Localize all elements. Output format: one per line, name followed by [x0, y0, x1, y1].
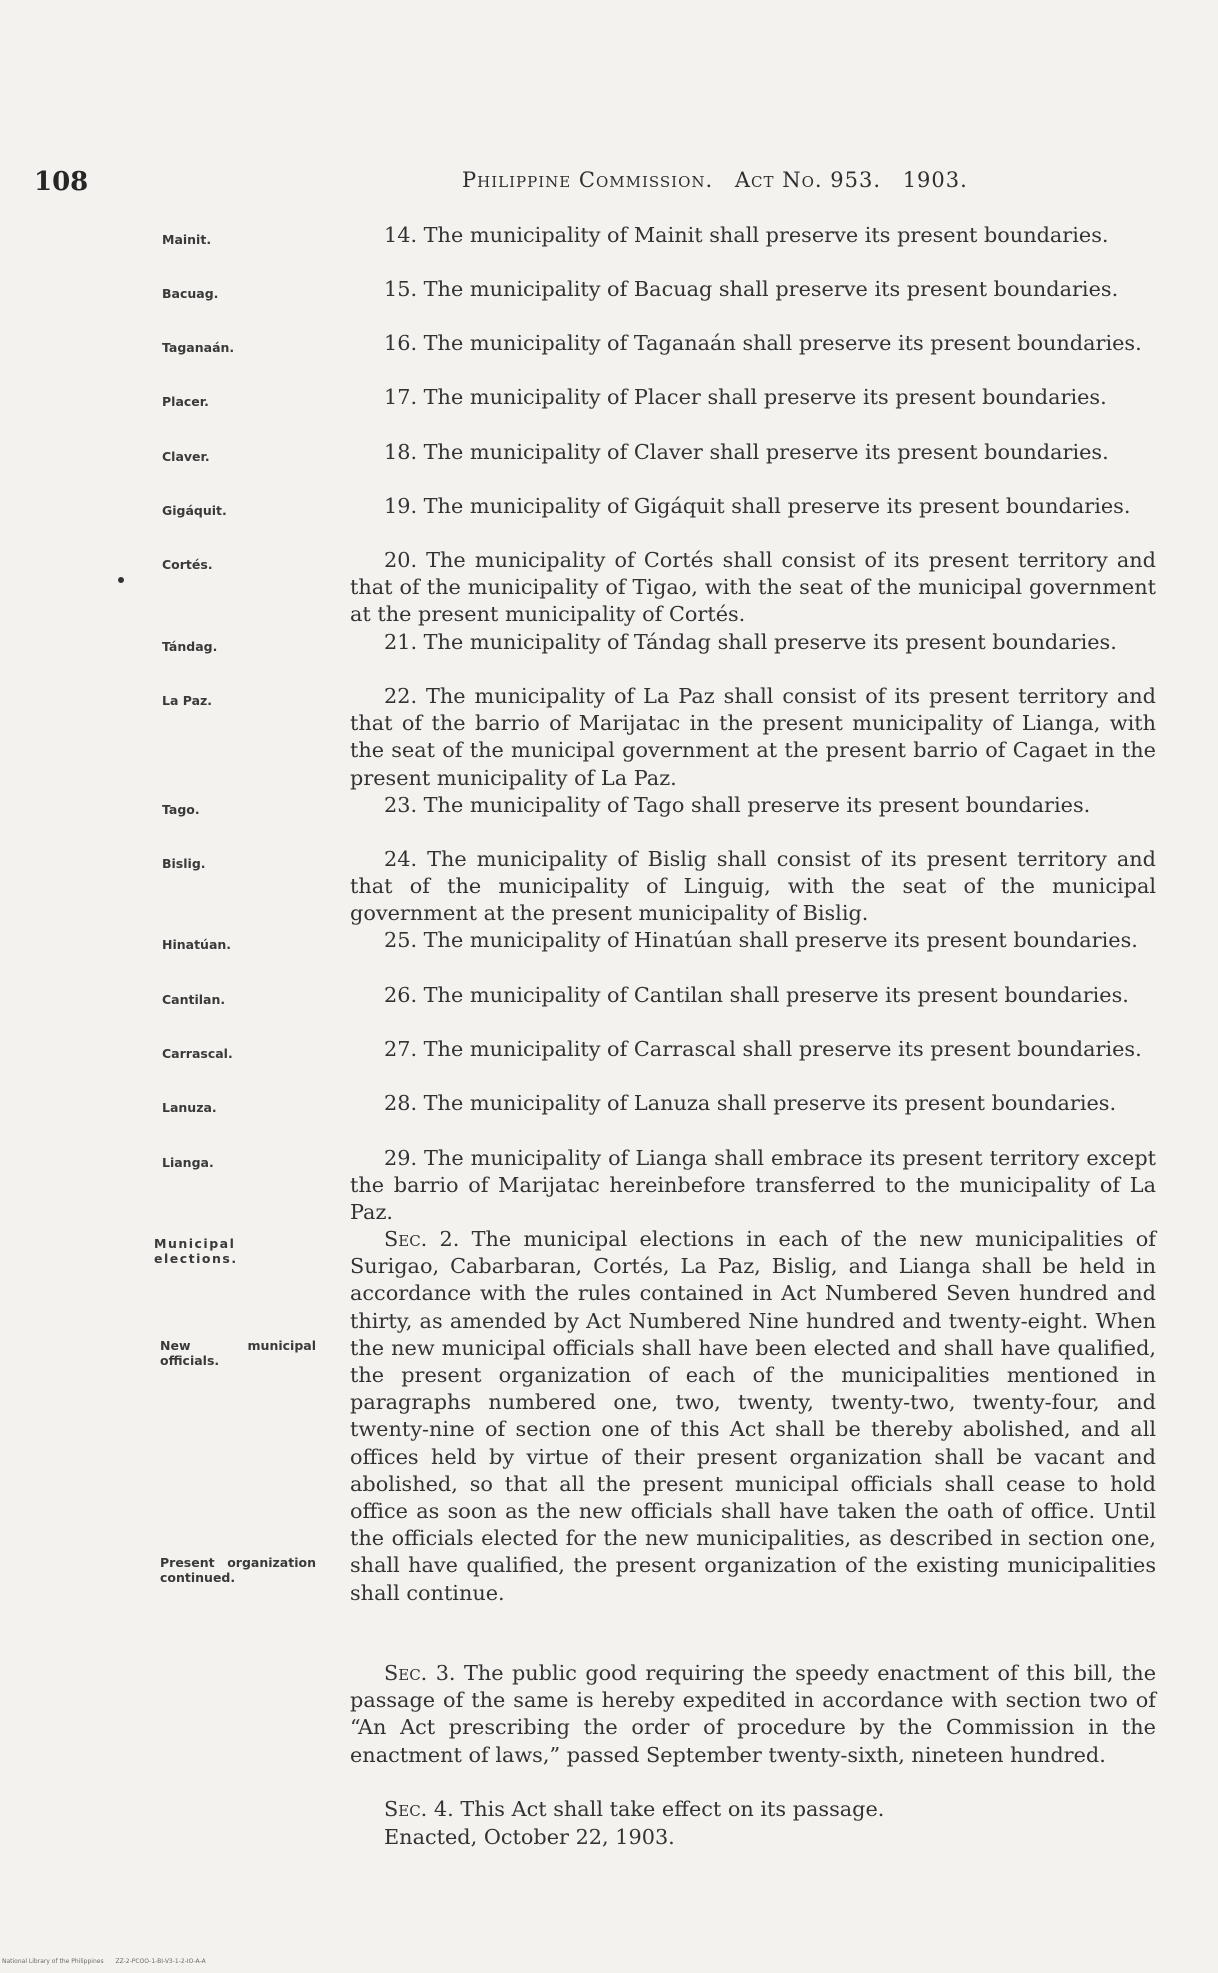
section-2: Sec. 2. The municipal elections in each of the new municipalities of Surigao, Cabarbaran, Cortés, La Paz, Bislig, and Lianga shall be held in accordance with the rules contained in Act Numbered Seven hundred and thirty, as amended by Act Numbered Nine hundred and twenty-eight. When the new municipal officials shall have been elected and shall have qualified, the present organization of each of the municipalities mentioned in paragraphs numbered one, two, twenty, twenty-two, twenty-four, and twenty-nine of section one of this Act shall be thereby abolished, and all offices held by virtue of their present organization shall be vacant and abolished, so that all the present municipal officials shall cease to hold office as soon as the new officials shall have taken the oath of office. Until the officials elected for the new municipalities, as described in section one, shall have qualified, the present organization of the existing municipalities shall continue. [350, 1227, 1156, 1605]
margin-note-present-organization: Present organization continued. [160, 1555, 316, 1585]
act-year: 1903. [902, 168, 968, 192]
footer-library: National Library of the Philippines [2, 1958, 104, 1965]
paragraph-21: 21. The municipality of Tándag shall preserve its present boundaries. [384, 630, 1117, 654]
paragraph-16: 16. The municipality of Taganaán shall preserve its present boundaries. [384, 331, 1142, 355]
margin-note-hinatuan: Hinatúan. [162, 937, 232, 952]
margin-note-lanuza: Lanuza. [162, 1100, 217, 1115]
margin-note-lianga: Lianga. [162, 1155, 214, 1170]
section-3-label: Sec. 3. [384, 1661, 456, 1685]
margin-note-gigaquit: Gigáquit. [162, 503, 227, 518]
act-number: Act No. 953. [734, 168, 881, 192]
margin-note-taganaan: Taganaán. [162, 340, 235, 355]
footer-code: ZZ-2-PCOO-1-BI-V3-1-2-IO-A-A [115, 1958, 206, 1965]
paragraph-18: 18. The municipality of Claver shall preserve its present boundaries. [384, 440, 1109, 464]
margin-note-cantilan: Cantilan. [162, 992, 226, 1007]
scan-footer [2, 1958, 216, 1965]
margin-note-carrascal: Carrascal. [162, 1046, 233, 1061]
ink-dot [118, 577, 124, 583]
section-4: Sec. 4. This Act shall take effect on its passage. [384, 1797, 885, 1821]
paragraph-19: 19. The municipality of Gigáquit shall preserve its present boundaries. [384, 494, 1131, 518]
margin-note-tago: Tago. [162, 802, 200, 817]
paragraph-25: 25. The municipality of Hinatúan shall preserve its present boundaries. [384, 928, 1138, 952]
margin-note-bislig: Bislig. [162, 856, 206, 871]
publication-title: Philippine Commission. [462, 168, 714, 192]
section-4-label: Sec. 4. [384, 1797, 454, 1821]
margin-note-tandag: Tándag. [162, 639, 218, 654]
margin-note-municipal-elections: Municipal elections. [154, 1236, 238, 1266]
paragraph-15: 15. The municipality of Bacuag shall preserve its present boundaries. [384, 277, 1119, 301]
paragraph-17: 17. The municipality of Placer shall preserve its present boundaries. [384, 385, 1107, 409]
paragraph-24: 24. The municipality of Bislig shall consist of its present territory and that of the municipality of Linguig, with the seat of the municipal government at the present municipality of Bislig. [350, 847, 1156, 926]
margin-note-bacuag: Bacuag. [162, 286, 219, 301]
margin-note-cortes: Cortés. [162, 557, 213, 572]
paragraph-26: 26. The municipality of Cantilan shall preserve its present boundaries. [384, 983, 1129, 1007]
section-3: Sec. 3. The public good requiring the speedy enactment of this bill, the passage of the same is hereby expedited in accordance with section two of “An Act prescribing the order of procedure by the Commission in the enactment of laws,” passed September twenty-sixth, nineteen hundred. [350, 1661, 1156, 1767]
margin-note-new-municipal-officials: New municipal officials. [160, 1338, 316, 1368]
running-head [462, 168, 982, 192]
margin-note-la-paz: La Paz. [162, 693, 213, 708]
enacted-date: Enacted, October 22, 1903. [384, 1825, 675, 1849]
page-number: 108 [34, 167, 89, 197]
paragraph-20: 20. The municipality of Cortés shall consist of its present territory and that of the municipality of Tigao, with the seat of the municipal government at the present municipality of Cortés. [350, 548, 1156, 627]
paragraph-14: 14. The municipality of Mainit shall preserve its present boundaries. [384, 223, 1109, 247]
paragraph-28: 28. The municipality of Lanuza shall preserve its present boundaries. [384, 1091, 1117, 1115]
paragraph-22: 22. The municipality of La Paz shall consist of its present territory and that of the barrio of Marijatac in the present municipality of Lianga, with the seat of the municipal government at the present barrio of Cagaet in the present municipality of La Paz. [350, 684, 1156, 790]
paragraph-23: 23. The municipality of Tago shall preserve its present boundaries. [384, 793, 1091, 817]
paragraph-27: 27. The municipality of Carrascal shall preserve its present boundaries. [384, 1037, 1142, 1061]
paragraph-29: 29. The municipality of Lianga shall embrace its present territory except the barrio of Marijatac hereinbefore transferred to the municipality of La Paz. [350, 1146, 1156, 1225]
section-2-label: Sec. 2. [384, 1227, 460, 1251]
margin-note-mainit: Mainit. [162, 232, 212, 247]
margin-note-placer: Placer. [162, 394, 209, 409]
margin-note-claver: Claver. [162, 449, 210, 464]
